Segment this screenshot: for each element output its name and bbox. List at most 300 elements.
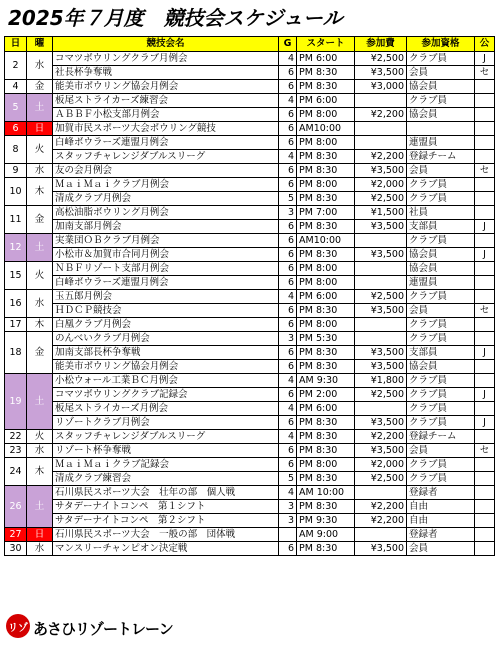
table-row (5, 262, 495, 276)
start-time-cell: PM 8:00 (297, 458, 355, 472)
qualification-cell: 登録チーム (407, 150, 475, 164)
fee-cell: ¥3,500 (355, 416, 407, 430)
start-time-cell: PM 9:30 (297, 514, 355, 528)
weekday-cell: 日 (27, 122, 53, 136)
header-qualification: 参加資格 (407, 37, 475, 52)
weekday-cell: 土 (27, 486, 53, 528)
start-time-cell: PM 6:00 (297, 52, 355, 66)
schedule-table (4, 36, 495, 556)
day-cell: 8 (5, 136, 27, 164)
day-cell: 22 (5, 430, 27, 444)
official-mark-cell (475, 542, 495, 556)
start-time-cell: PM 8:30 (297, 444, 355, 458)
official-mark-cell (475, 402, 495, 416)
schedule-body (5, 52, 495, 556)
table-row (5, 220, 495, 234)
official-mark-cell (475, 262, 495, 276)
table-row (5, 94, 495, 108)
event-name-cell: コマツボウリングクラブ月例会 (53, 52, 279, 66)
games-cell: 6 (279, 234, 297, 248)
qualification-cell: 社員 (407, 206, 475, 220)
official-mark-cell (475, 500, 495, 514)
table-row (5, 150, 495, 164)
weekday-cell: 金 (27, 332, 53, 374)
page-title: 2025年７月度 競技会スケジュール (8, 6, 343, 30)
start-time-cell: PM 8:30 (297, 500, 355, 514)
official-mark-cell (475, 94, 495, 108)
qualification-cell: 登録者 (407, 528, 475, 542)
fee-cell: ¥3,500 (355, 220, 407, 234)
event-name-cell: 加南支部月例会 (53, 220, 279, 234)
games-cell: 6 (279, 444, 297, 458)
start-time-cell: PM 8:30 (297, 304, 355, 318)
fee-cell (355, 402, 407, 416)
start-time-cell: AM 10:00 (297, 486, 355, 500)
header-row (5, 37, 495, 52)
games-cell: 4 (279, 402, 297, 416)
event-name-cell: ＭａｉＭａｉクラブ記録会 (53, 458, 279, 472)
official-mark-cell (475, 318, 495, 332)
fee-cell: ¥3,500 (355, 360, 407, 374)
table-row (5, 402, 495, 416)
table-row (5, 80, 495, 94)
games-cell: 6 (279, 66, 297, 80)
weekday-cell: 日 (27, 528, 53, 542)
qualification-cell: 協会員 (407, 262, 475, 276)
official-mark-cell (475, 234, 495, 248)
start-time-cell: PM 8:30 (297, 542, 355, 556)
games-cell: 4 (279, 374, 297, 388)
day-cell: 18 (5, 332, 27, 374)
table-row (5, 472, 495, 486)
games-cell: 5 (279, 472, 297, 486)
table-row (5, 248, 495, 262)
day-cell: 15 (5, 262, 27, 290)
weekday-cell: 木 (27, 178, 53, 206)
fee-cell: ¥3,500 (355, 444, 407, 458)
event-name-cell: 加賀市民スポーツ大会ボウリング競技 (53, 122, 279, 136)
official-mark-cell (475, 290, 495, 304)
games-cell: 6 (279, 304, 297, 318)
start-time-cell: PM 8:00 (297, 262, 355, 276)
qualification-cell: 支部員 (407, 346, 475, 360)
event-name-cell: 清成クラブ練習会 (53, 472, 279, 486)
bowling-ball-icon (6, 614, 30, 638)
fee-cell: ¥2,000 (355, 178, 407, 192)
games-cell: 3 (279, 500, 297, 514)
qualification-cell: クラブ員 (407, 458, 475, 472)
qualification-cell: クラブ員 (407, 290, 475, 304)
fee-cell: ¥3,500 (355, 248, 407, 262)
qualification-cell: クラブ員 (407, 472, 475, 486)
table-row (5, 304, 495, 318)
official-mark-cell (475, 80, 495, 94)
weekday-cell: 水 (27, 542, 53, 556)
games-cell: 3 (279, 206, 297, 220)
table-row (5, 388, 495, 402)
header-games: G (279, 37, 297, 52)
weekday-cell: 土 (27, 234, 53, 262)
official-mark-cell (475, 332, 495, 346)
event-name-cell: ＭａｉＭａｉクラブ月例会 (53, 178, 279, 192)
table-row (5, 430, 495, 444)
fee-cell: ¥2,500 (355, 290, 407, 304)
day-cell: 30 (5, 542, 27, 556)
event-name-cell: 清成クラブ月例会 (53, 192, 279, 206)
qualification-cell: 会員 (407, 66, 475, 80)
weekday-cell: 木 (27, 318, 53, 332)
games-cell: 5 (279, 192, 297, 206)
table-row (5, 108, 495, 122)
day-cell: 2 (5, 52, 27, 80)
day-cell: 17 (5, 318, 27, 332)
official-mark-cell: J (475, 220, 495, 234)
event-name-cell: ＡＢＢＦ小松支部月例会 (53, 108, 279, 122)
games-cell: 4 (279, 150, 297, 164)
games-cell: 6 (279, 248, 297, 262)
qualification-cell: クラブ員 (407, 374, 475, 388)
day-cell: 11 (5, 206, 27, 234)
header-day: 日 (5, 37, 27, 52)
fee-cell: ¥3,000 (355, 80, 407, 94)
weekday-cell: 火 (27, 136, 53, 164)
day-cell: 19 (5, 374, 27, 430)
official-mark-cell (475, 178, 495, 192)
official-mark-cell: J (475, 416, 495, 430)
start-time-cell: PM 8:30 (297, 80, 355, 94)
fee-cell (355, 234, 407, 248)
start-time-cell: PM 2:00 (297, 388, 355, 402)
games-cell: 4 (279, 430, 297, 444)
event-name-cell: 実業団ＯＢクラブ月例会 (53, 234, 279, 248)
official-mark-cell: セ (475, 304, 495, 318)
qualification-cell: クラブ員 (407, 52, 475, 66)
event-name-cell: スタッフチャレンジダブルスリーグ (53, 430, 279, 444)
weekday-cell: 木 (27, 458, 53, 486)
start-time-cell: PM 6:00 (297, 402, 355, 416)
start-time-cell: PM 6:00 (297, 290, 355, 304)
games-cell: 3 (279, 332, 297, 346)
table-row (5, 416, 495, 430)
official-mark-cell: J (475, 388, 495, 402)
qualification-cell: 会員 (407, 304, 475, 318)
games-cell: 6 (279, 178, 297, 192)
event-name-cell: 友の会月例会 (53, 164, 279, 178)
start-time-cell: PM 6:00 (297, 94, 355, 108)
start-time-cell: AM10:00 (297, 122, 355, 136)
fee-cell: ¥2,200 (355, 108, 407, 122)
official-mark-cell (475, 486, 495, 500)
official-mark-cell: J (475, 52, 495, 66)
table-row (5, 332, 495, 346)
event-name-cell: マンスリーチャンピオン決定戦 (53, 542, 279, 556)
start-time-cell: PM 8:30 (297, 248, 355, 262)
event-name-cell: のんべいクラブ月例会 (53, 332, 279, 346)
event-name-cell: 玉五郎月例会 (53, 290, 279, 304)
qualification-cell: 自由 (407, 514, 475, 528)
qualification-cell: クラブ員 (407, 416, 475, 430)
event-name-cell: 小松ウォール工業ＢＣ月例会 (53, 374, 279, 388)
games-cell: 6 (279, 318, 297, 332)
event-name-cell: 白峰ボウラーズ連盟月例会 (53, 276, 279, 290)
day-cell: 10 (5, 178, 27, 206)
table-row (5, 206, 495, 220)
event-name-cell: 白峰ボウラーズ連盟月例会 (53, 136, 279, 150)
fee-cell: ¥3,500 (355, 66, 407, 80)
games-cell: 6 (279, 108, 297, 122)
table-row (5, 444, 495, 458)
event-name-cell: 高松油脂ボウリング月例会 (53, 206, 279, 220)
lane-logo (6, 614, 173, 640)
games-cell: 4 (279, 290, 297, 304)
qualification-cell: 会員 (407, 444, 475, 458)
official-mark-cell (475, 458, 495, 472)
official-mark-cell (475, 206, 495, 220)
start-time-cell: PM 8:30 (297, 66, 355, 80)
header-fee: 参加費 (355, 37, 407, 52)
weekday-cell: 水 (27, 444, 53, 458)
event-name-cell: リゾート杯争奪戦 (53, 444, 279, 458)
qualification-cell: クラブ員 (407, 388, 475, 402)
table-row (5, 458, 495, 472)
games-cell: 6 (279, 80, 297, 94)
logo-text: あさひリゾートレーン (33, 620, 173, 638)
fee-cell (355, 276, 407, 290)
games-cell: 6 (279, 360, 297, 374)
games-cell: 3 (279, 514, 297, 528)
official-mark-cell: J (475, 248, 495, 262)
day-cell: 9 (5, 164, 27, 178)
fee-cell: ¥2,500 (355, 388, 407, 402)
qualification-cell: 自由 (407, 500, 475, 514)
start-time-cell: PM 8:00 (297, 276, 355, 290)
table-row (5, 374, 495, 388)
qualification-cell: 登録者 (407, 486, 475, 500)
official-mark-cell (475, 472, 495, 486)
start-time-cell: PM 5:30 (297, 332, 355, 346)
qualification-cell: クラブ員 (407, 318, 475, 332)
qualification-cell: クラブ員 (407, 178, 475, 192)
header-official: 公 (475, 37, 495, 52)
weekday-cell: 火 (27, 262, 53, 290)
table-row (5, 192, 495, 206)
fee-cell (355, 486, 407, 500)
table-row (5, 122, 495, 136)
start-time-cell: PM 8:30 (297, 150, 355, 164)
games-cell: 6 (279, 458, 297, 472)
fee-cell (355, 332, 407, 346)
games-cell: 4 (279, 94, 297, 108)
qualification-cell: 協会員 (407, 248, 475, 262)
table-row (5, 542, 495, 556)
games-cell: 6 (279, 542, 297, 556)
qualification-cell: クラブ員 (407, 402, 475, 416)
event-name-cell: コマツボウリングクラブ記録会 (53, 388, 279, 402)
table-row (5, 178, 495, 192)
weekday-cell: 土 (27, 94, 53, 122)
start-time-cell: PM 7:00 (297, 206, 355, 220)
official-mark-cell (475, 514, 495, 528)
fee-cell: ¥2,500 (355, 192, 407, 206)
weekday-cell: 土 (27, 374, 53, 430)
start-time-cell: PM 8:00 (297, 318, 355, 332)
table-row (5, 234, 495, 248)
qualification-cell: クラブ員 (407, 234, 475, 248)
qualification-cell: 支部員 (407, 220, 475, 234)
event-name-cell: 石川県民スポーツ大会 一般の部 団体戦 (53, 528, 279, 542)
weekday-cell: 水 (27, 290, 53, 318)
weekday-cell: 水 (27, 164, 53, 178)
fee-cell: ¥2,200 (355, 500, 407, 514)
official-mark-cell (475, 150, 495, 164)
day-cell: 27 (5, 528, 27, 542)
table-row (5, 136, 495, 150)
start-time-cell: PM 8:00 (297, 136, 355, 150)
qualification-cell: クラブ員 (407, 192, 475, 206)
games-cell: 6 (279, 136, 297, 150)
fee-cell (355, 94, 407, 108)
fee-cell: ¥1,500 (355, 206, 407, 220)
event-name-cell: 能美市ボウリング協会月例会 (53, 360, 279, 374)
fee-cell (355, 318, 407, 332)
games-cell: 4 (279, 52, 297, 66)
start-time-cell: PM 8:30 (297, 164, 355, 178)
start-time-cell: AM 9:00 (297, 528, 355, 542)
fee-cell: ¥3,500 (355, 542, 407, 556)
table-row (5, 360, 495, 374)
header-start: スタート (297, 37, 355, 52)
event-name-cell: ＮＢＦリゾート支部月例会 (53, 262, 279, 276)
official-mark-cell: セ (475, 164, 495, 178)
table-row (5, 528, 495, 542)
qualification-cell: 会員 (407, 542, 475, 556)
table-row (5, 276, 495, 290)
games-cell: 6 (279, 276, 297, 290)
event-name-cell: 石川県民スポーツ大会 壮年の部 個人戦 (53, 486, 279, 500)
fee-cell: ¥2,200 (355, 514, 407, 528)
start-time-cell: PM 8:30 (297, 346, 355, 360)
fee-cell: ¥2,000 (355, 458, 407, 472)
start-time-cell: PM 8:30 (297, 416, 355, 430)
qualification-cell: クラブ員 (407, 332, 475, 346)
fee-cell: ¥2,500 (355, 472, 407, 486)
event-name-cell: サタデーナイトコンペ 第２シフト (53, 514, 279, 528)
weekday-cell: 火 (27, 430, 53, 444)
day-cell: 4 (5, 80, 27, 94)
start-time-cell: AM 9:30 (297, 374, 355, 388)
table-row (5, 164, 495, 178)
event-name-cell: 加南支部長杯争奪戦 (53, 346, 279, 360)
weekday-cell: 金 (27, 80, 53, 94)
qualification-cell: 協会員 (407, 360, 475, 374)
start-time-cell: PM 8:30 (297, 192, 355, 206)
event-name-cell: ＨＤＣＰ競技会 (53, 304, 279, 318)
official-mark-cell (475, 528, 495, 542)
start-time-cell: PM 8:30 (297, 360, 355, 374)
games-cell: 6 (279, 164, 297, 178)
logo-mark: リゾ (8, 623, 28, 634)
official-mark-cell (475, 192, 495, 206)
fee-cell: ¥2,200 (355, 150, 407, 164)
header-event-name: 競技会名 (53, 37, 279, 52)
fee-cell: ¥3,500 (355, 164, 407, 178)
table-row (5, 500, 495, 514)
games-cell: 6 (279, 388, 297, 402)
qualification-cell: 協会員 (407, 108, 475, 122)
fee-cell (355, 528, 407, 542)
event-name-cell: 板尾ストライカーズ月例会 (53, 402, 279, 416)
event-name-cell: 社長杯争奪戦 (53, 66, 279, 80)
fee-cell: ¥2,500 (355, 52, 407, 66)
start-time-cell: PM 8:30 (297, 472, 355, 486)
official-mark-cell: セ (475, 66, 495, 80)
event-name-cell: 板尾ストライカーズ練習会 (53, 94, 279, 108)
start-time-cell: PM 8:30 (297, 220, 355, 234)
day-cell: 5 (5, 94, 27, 122)
official-mark-cell: セ (475, 444, 495, 458)
fee-cell (355, 122, 407, 136)
table-row (5, 66, 495, 80)
qualification-cell: クラブ員 (407, 94, 475, 108)
fee-cell: ¥3,500 (355, 304, 407, 318)
official-mark-cell (475, 360, 495, 374)
event-name-cell: 能美市ボウリング協会月例会 (53, 80, 279, 94)
official-mark-cell (475, 374, 495, 388)
fee-cell: ¥1,800 (355, 374, 407, 388)
table-row (5, 486, 495, 500)
start-time-cell: PM 8:00 (297, 108, 355, 122)
start-time-cell: PM 8:00 (297, 178, 355, 192)
games-cell (279, 528, 297, 542)
qualification-cell: 連盟員 (407, 136, 475, 150)
official-mark-cell (475, 108, 495, 122)
official-mark-cell (475, 122, 495, 136)
qualification-cell (407, 122, 475, 136)
event-name-cell: 白凰クラブ月例会 (53, 318, 279, 332)
qualification-cell: 会員 (407, 164, 475, 178)
table-row (5, 318, 495, 332)
weekday-cell: 水 (27, 52, 53, 80)
start-time-cell: AM10:00 (297, 234, 355, 248)
day-cell: 12 (5, 234, 27, 262)
fee-cell (355, 136, 407, 150)
games-cell: 4 (279, 486, 297, 500)
official-mark-cell (475, 430, 495, 444)
games-cell: 6 (279, 220, 297, 234)
official-mark-cell (475, 276, 495, 290)
games-cell: 6 (279, 122, 297, 136)
fee-cell: ¥3,500 (355, 346, 407, 360)
event-name-cell: サタデーナイトコンペ 第１シフト (53, 500, 279, 514)
games-cell: 6 (279, 416, 297, 430)
table-row (5, 52, 495, 66)
official-mark-cell: J (475, 346, 495, 360)
table-row (5, 346, 495, 360)
qualification-cell: 連盟員 (407, 276, 475, 290)
day-cell: 6 (5, 122, 27, 136)
start-time-cell: PM 8:30 (297, 430, 355, 444)
qualification-cell: 協会員 (407, 80, 475, 94)
games-cell: 6 (279, 346, 297, 360)
table-row (5, 290, 495, 304)
day-cell: 23 (5, 444, 27, 458)
table-row (5, 514, 495, 528)
fee-cell (355, 262, 407, 276)
day-cell: 24 (5, 458, 27, 486)
event-name-cell: スタッフチャレンジダブルスリーグ (53, 150, 279, 164)
fee-cell: ¥2,200 (355, 430, 407, 444)
weekday-cell: 金 (27, 206, 53, 234)
